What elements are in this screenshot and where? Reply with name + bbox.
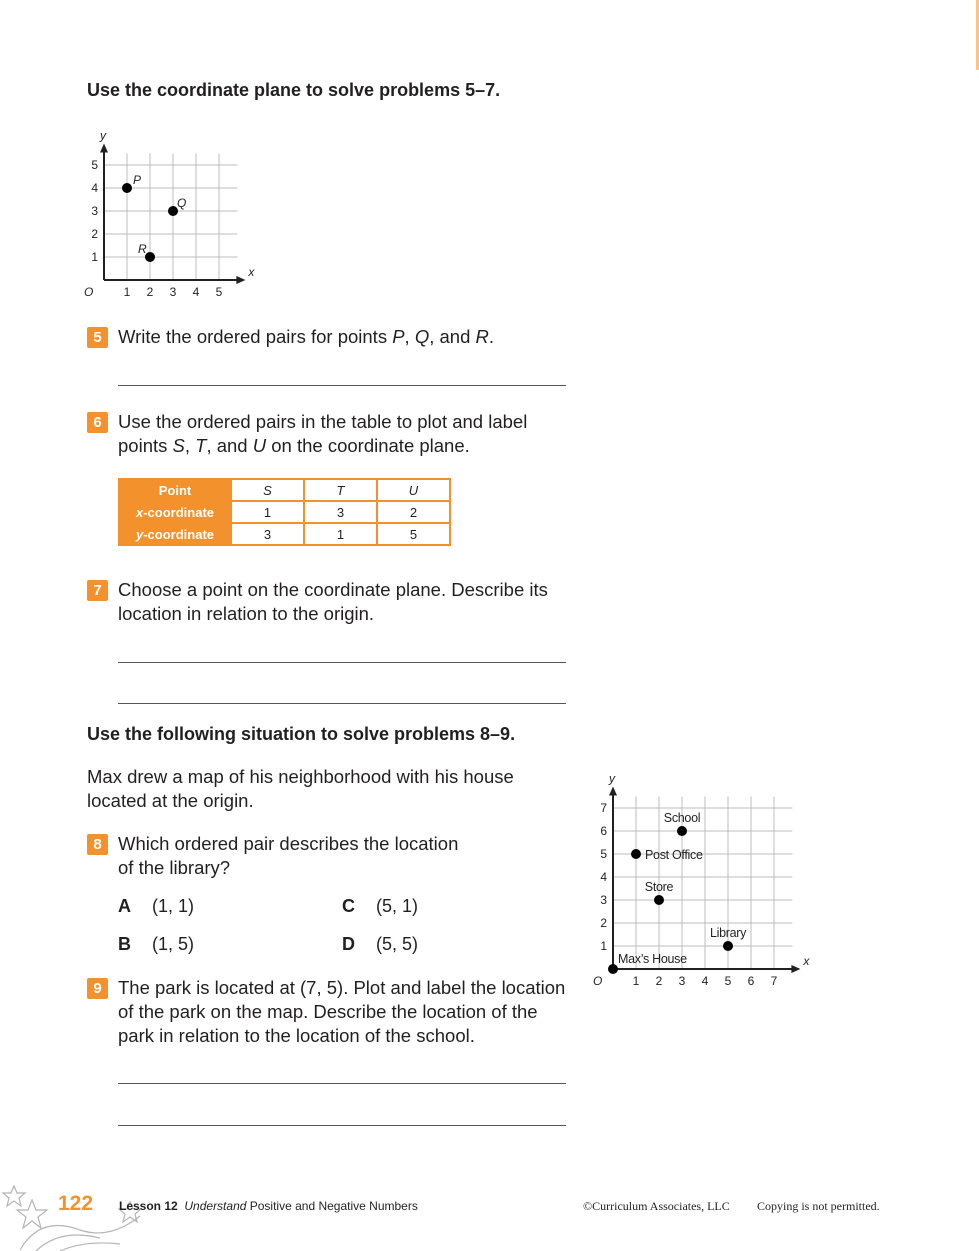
x-tick-label: 1 (632, 974, 640, 988)
problem-8-line1: Which ordered pair describes the location (118, 833, 459, 854)
table-cell-point-u: U (377, 479, 450, 501)
y-tick-label: 1 (600, 939, 607, 953)
copyright: ©Curriculum Associates, LLC (583, 1199, 730, 1213)
y-tick-label: 3 (600, 893, 607, 907)
table-cell-y-u: 5 (377, 523, 450, 545)
x-tick-label: 3 (678, 974, 686, 988)
y-tick-label: 3 (91, 204, 98, 218)
y-axis-arrow-icon (609, 787, 617, 796)
table-cell-y-t: 1 (304, 523, 377, 545)
intro-line2: located at the origin. (87, 790, 254, 811)
place-marker-library (723, 941, 733, 951)
place-label-store: Store (644, 880, 674, 894)
problem-9-line3: park in relation to the location of the school. (118, 1025, 475, 1046)
table-header-y-coordinate: y-coordinate (119, 523, 231, 545)
y-axis-label: y (100, 128, 106, 143)
points-table (118, 478, 451, 546)
answer-line-5[interactable] (118, 385, 566, 386)
x-tick-label: 5 (215, 285, 223, 299)
y-axis-arrow-icon (100, 144, 108, 153)
problem-number-5: 5 (87, 327, 108, 348)
table-row-point (119, 479, 450, 501)
choice-d-text[interactable]: (5, 5) (376, 934, 419, 954)
lesson-title: Lesson 12 Understand Positive and Negative Numbers (119, 1199, 418, 1213)
x-tick-label: 3 (169, 285, 177, 299)
table-cell-x-t: 3 (304, 501, 377, 523)
point-label-q: Q (177, 196, 187, 210)
answer-line-9a[interactable] (118, 1083, 566, 1084)
section-heading-5-7: Use the coordinate plane to solve problems 5–7. (87, 80, 501, 100)
y-axis-label: y (609, 771, 615, 786)
choice-a-letter[interactable]: A (118, 896, 131, 916)
problem-5-text: Write the ordered pairs for points P, Q, and R. (118, 326, 495, 347)
intro-line1: Max drew a map of his neighborhood with his house (87, 766, 514, 787)
problem-number-6: 6 (87, 412, 108, 433)
problem-6-line2: points S, T, and U on the coordinate plane. (118, 435, 470, 456)
origin-label: O (593, 974, 603, 988)
y-tick-label: 5 (600, 847, 607, 861)
x-tick-label: 2 (655, 974, 663, 988)
choice-b-letter[interactable]: B (118, 934, 131, 954)
x-tick-label: 6 (747, 974, 755, 988)
place-marker-school (677, 826, 687, 836)
place-marker-max-s-house (608, 964, 618, 974)
problem-number-8: 8 (87, 834, 108, 855)
place-label-library: Library (709, 926, 747, 940)
problem-7-line1: Choose a point on the coordinate plane. Describe its (118, 579, 548, 600)
x-axis-label: x (803, 954, 810, 968)
y-tick-label: 6 (600, 824, 607, 838)
table-header-point: Point (119, 479, 231, 501)
table-header-x-coordinate: x-coordinate (119, 501, 231, 523)
table-cell-point-t: T (304, 479, 377, 501)
table-cell-y-s: 3 (231, 523, 304, 545)
x-tick-label: 4 (192, 285, 200, 299)
x-axis-label: x (248, 265, 255, 279)
answer-line-9b[interactable] (118, 1125, 566, 1126)
problem-8-line2: of the library? (118, 857, 231, 878)
problem-6-line1: Use the ordered pairs in the table to plot and label (118, 411, 528, 432)
y-tick-label: 7 (600, 801, 607, 815)
x-tick-label: 4 (701, 974, 709, 988)
y-tick-label: 2 (91, 227, 98, 241)
y-tick-label: 2 (600, 916, 607, 930)
y-tick-label: 4 (91, 181, 98, 195)
problem-9-line1: The park is located at (7, 5). Plot and label the location (118, 977, 566, 998)
x-tick-label: 5 (724, 974, 732, 988)
origin-label: O (84, 285, 94, 299)
problem-7-line2: location in relation to the origin. (118, 603, 375, 624)
place-label-post-office: Post Office (645, 848, 703, 862)
y-tick-label: 5 (91, 158, 98, 172)
choice-d-letter[interactable]: D (342, 934, 355, 954)
place-label-school: School (663, 811, 701, 825)
table-row-y (119, 523, 450, 545)
y-tick-label: 4 (600, 870, 607, 884)
y-tick-label: 1 (91, 250, 98, 264)
choice-c-text[interactable]: (5, 1) (376, 896, 419, 916)
x-tick-label: 7 (770, 974, 778, 988)
copy-notice: Copying is not permitted. (757, 1199, 880, 1213)
place-label-max-s-house: Max’s House (618, 952, 687, 966)
choice-b-text[interactable]: (1, 5) (152, 934, 195, 954)
point-p (122, 183, 132, 193)
x-axis-arrow-icon (791, 965, 800, 973)
problem-number-9: 9 (87, 978, 108, 999)
table-row-x (119, 501, 450, 523)
coordinate-plane-1[interactable] (80, 120, 260, 305)
table-cell-point-s: S (231, 479, 304, 501)
table-cell-x-s: 1 (231, 501, 304, 523)
choice-c-letter[interactable]: C (342, 896, 355, 916)
page-number: 122 (58, 1192, 94, 1215)
neighborhood-map[interactable] (590, 765, 815, 995)
problem-number-7: 7 (87, 580, 108, 601)
problem-9-line2: of the park on the map. Describe the location of the (118, 1001, 538, 1022)
choice-a-text[interactable]: (1, 1) (152, 896, 195, 916)
answer-line-7a[interactable] (118, 662, 566, 663)
point-label-p: P (133, 173, 142, 187)
x-axis-arrow-icon (236, 276, 245, 284)
place-marker-store (654, 895, 664, 905)
place-marker-post-office (631, 849, 641, 859)
x-tick-label: 2 (146, 285, 154, 299)
x-tick-label: 1 (123, 285, 131, 299)
answer-line-7b[interactable] (118, 703, 566, 704)
table-cell-x-u: 2 (377, 501, 450, 523)
point-label-r: R (138, 242, 147, 256)
section-heading-8-9: Use the following situation to solve problems 8–9. (87, 724, 516, 744)
